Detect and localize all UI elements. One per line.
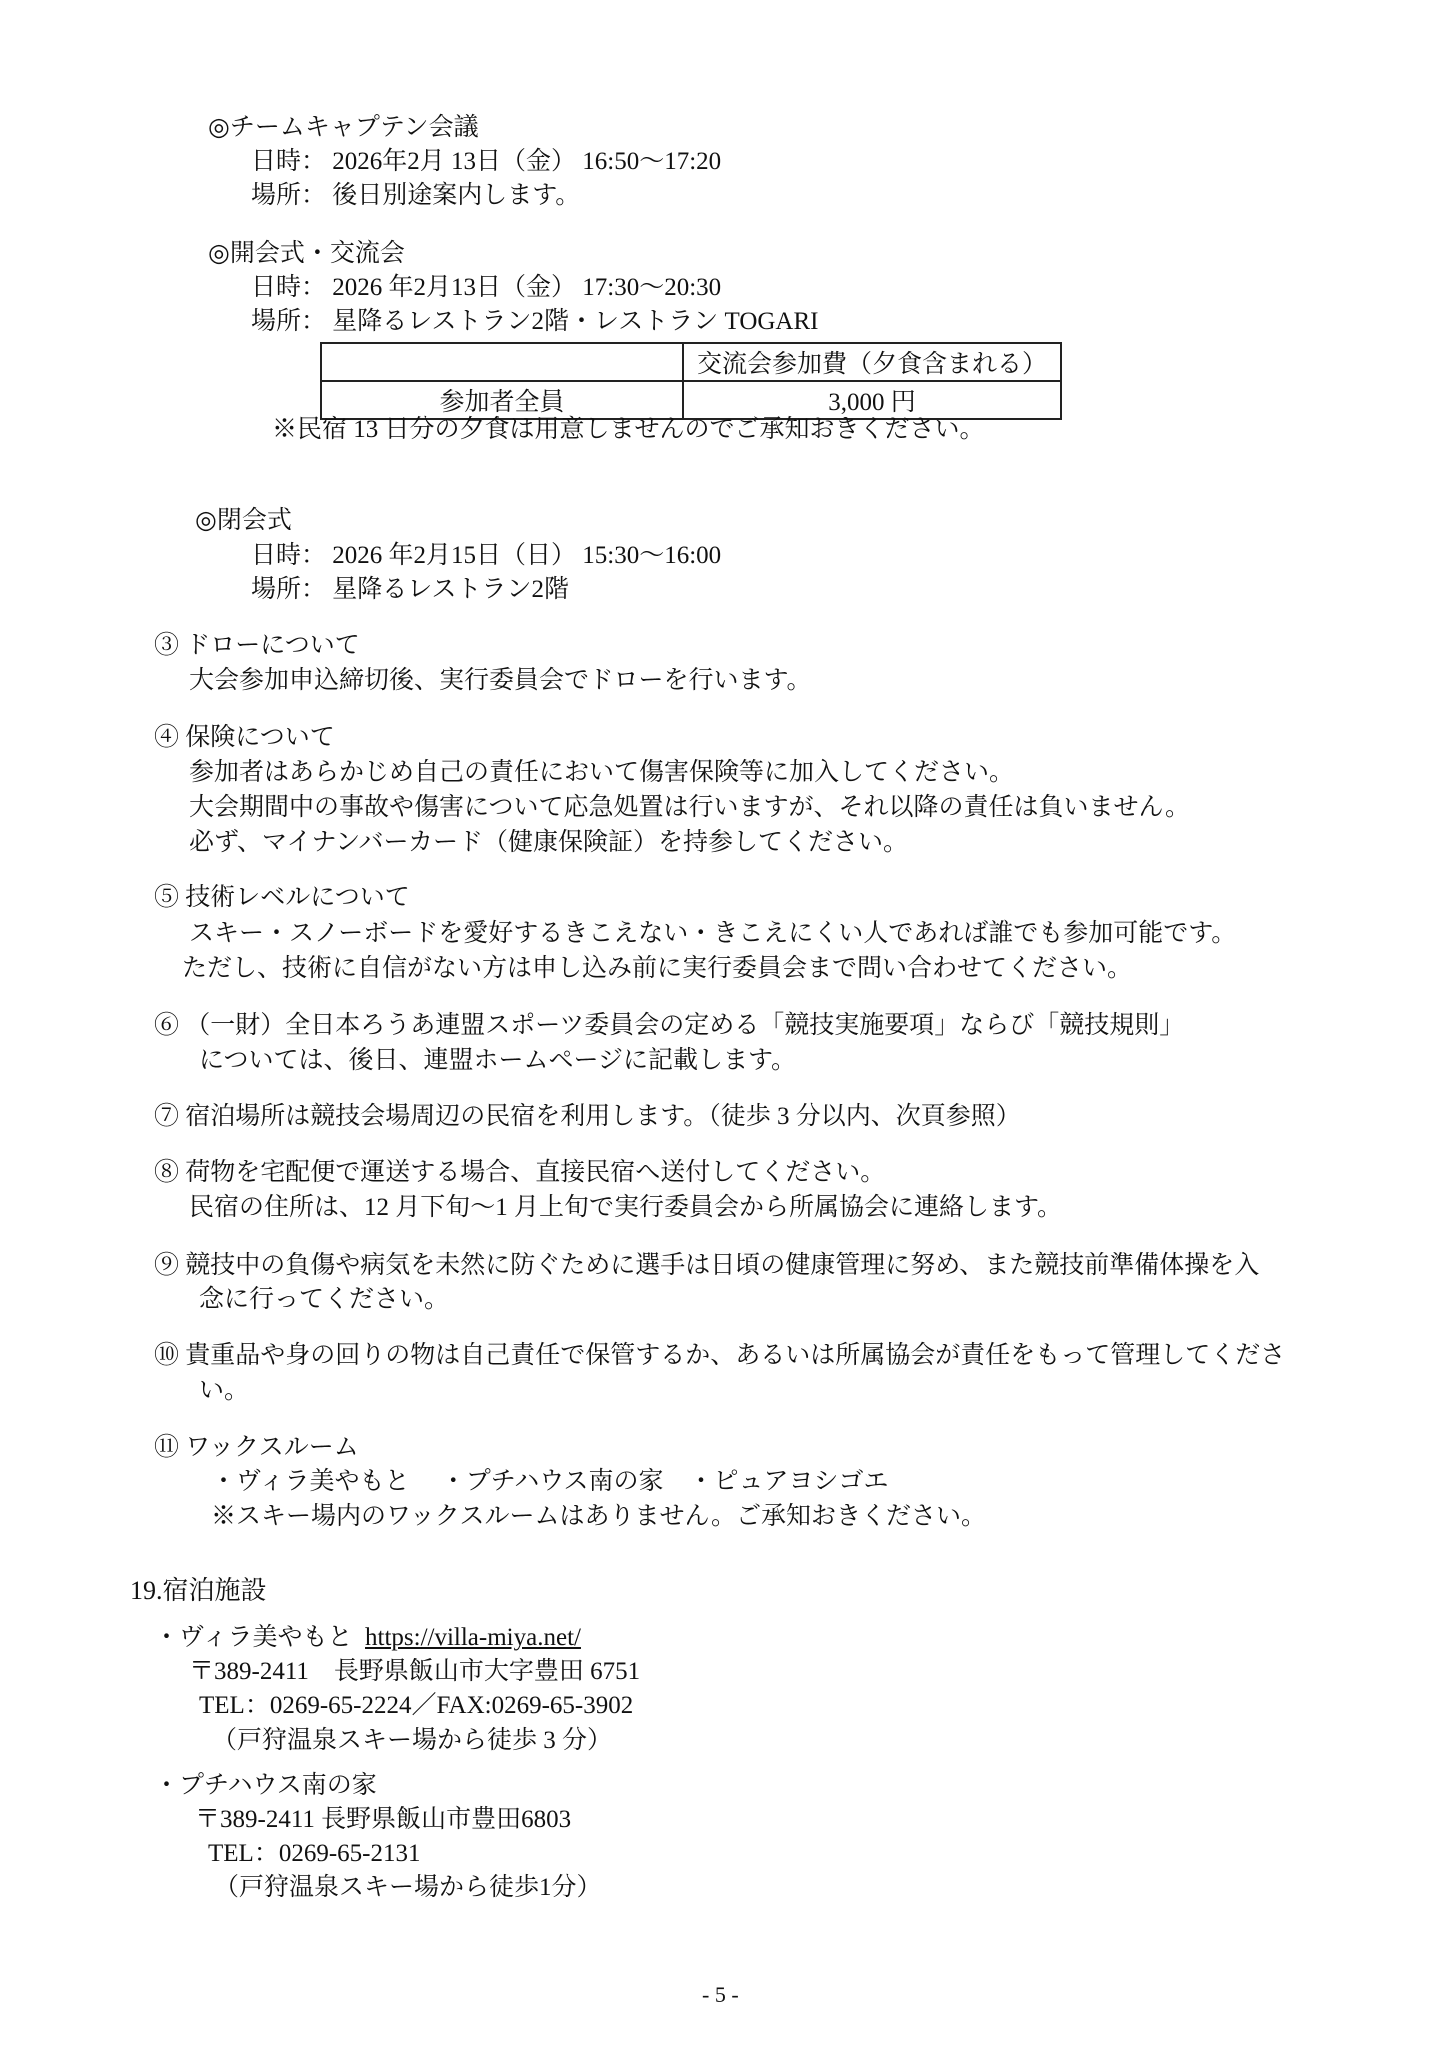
note-item-line: ※スキー場内のワックスルームはありません。ご承知おきください。 bbox=[211, 1503, 987, 1530]
petit-address: 〒389-2411 長野県飯山市豊田6803 bbox=[195, 1806, 572, 1833]
captain-meeting-title: ◎チームキャプテン会議 bbox=[208, 114, 479, 141]
table-header-cell: 交流会参加費（夕食含まれる） bbox=[683, 343, 1061, 381]
table-cell: 3,000 円 bbox=[683, 381, 1061, 419]
note-item-heading: ⑥ （一財）全日本ろうあ連盟スポーツ委員会の定める「競技実施要項」ならび「競技規則」 bbox=[154, 1012, 1185, 1039]
note-item-heading: ⑦ 宿泊場所は競技会場周辺の民宿を利用します。（徒歩 3 分以内、次頁参照） bbox=[154, 1103, 1021, 1130]
note-item-heading: ⑪ ワックスルーム bbox=[154, 1434, 359, 1461]
table-row bbox=[321, 381, 1061, 419]
petit-access: （戸狩温泉スキー場から徒歩1分） bbox=[214, 1874, 602, 1901]
closing-title: ◎閉会式 bbox=[195, 507, 292, 534]
note-item-line: 大会期間中の事故や傷害について応急処置は行いますが、それ以降の責任は負いません。 bbox=[189, 794, 1191, 821]
note-item-line: 大会参加申込締切後、実行委員会でドローを行います。 bbox=[189, 667, 812, 694]
villa-url-link[interactable]: https://villa-miya.net/ bbox=[365, 1624, 581, 1651]
villa-tel: TEL：0269-65-2224／FAX:0269-65-3902 bbox=[199, 1692, 634, 1719]
lodging-title: 19.宿泊施設 bbox=[130, 1576, 267, 1605]
villa-address: 〒389-2411 長野県飯山市大字豊田 6751 bbox=[189, 1658, 641, 1685]
villa-access: （戸狩温泉スキー場から徒歩 3 分） bbox=[212, 1727, 613, 1754]
note-item-line: 必ず、マイナンバーカード（健康保険証）を持参してください。 bbox=[189, 829, 909, 856]
closing-datetime: 日時： 2026 年2月15日（日） 15:30～16:00 bbox=[251, 542, 722, 569]
table-header-row bbox=[321, 343, 1061, 381]
note-item-line: ただし、技術に自信がない方は申し込み前に実行委員会まで問い合わせてください。 bbox=[182, 955, 1133, 982]
note-item-line: 参加者はあらかじめ自己の責任において傷害保険等に加入してください。 bbox=[189, 759, 1015, 786]
note-item-heading: ⑩ 貴重品や身の回りの物は自己責任で保管するか、あるいは所属協会が責任をもって管理してくださ bbox=[154, 1342, 1286, 1369]
note-item-heading: ③ ドローについて bbox=[154, 632, 360, 659]
villa-name: ・ヴィラ美やもと bbox=[154, 1624, 353, 1651]
fee-table bbox=[320, 342, 1062, 420]
opening-datetime: 日時： 2026 年2月13日（金） 17:30～20:30 bbox=[251, 274, 722, 301]
note-item-line: ・ヴィラ美やもと ・プチハウス南の家 ・ピュアヨシゴエ bbox=[211, 1468, 889, 1495]
petit-name: ・プチハウス南の家 bbox=[154, 1772, 377, 1799]
note-item-line: スキー・スノーボードを愛好するきこえない・きこえにくい人であれば誰でも参加可能です。 bbox=[189, 920, 1237, 947]
captain-meeting-datetime: 日時： 2026年2月 13日（金） 16:50～17:20 bbox=[251, 148, 722, 175]
note-item-line: 民宿の住所は、12 月下旬～1 月上旬で実行委員会から所属協会に連絡します。 bbox=[189, 1194, 1063, 1221]
opening-place: 場所： 星降るレストラン2階・レストラン TOGARI bbox=[251, 308, 819, 335]
villa-entry bbox=[154, 1623, 581, 1653]
note-item-line: については、後日、連盟ホームページに記載します。 bbox=[199, 1047, 797, 1074]
note-item-line: い。 bbox=[199, 1377, 250, 1404]
note-item-heading: ④ 保険について bbox=[154, 724, 335, 751]
captain-meeting-place: 場所： 後日別途案内します。 bbox=[251, 182, 581, 209]
opening-title: ◎開会式・交流会 bbox=[208, 240, 405, 267]
table-header-cell bbox=[321, 343, 683, 381]
closing-place: 場所： 星降るレストラン2階 bbox=[251, 576, 570, 603]
petit-tel: TEL：0269-65-2131 bbox=[208, 1840, 421, 1867]
note-item-line: 念に行ってください。 bbox=[199, 1286, 450, 1313]
note-item-heading: ⑤ 技術レベルについて bbox=[154, 884, 410, 911]
note-item-heading: ⑨ 競技中の負傷や病気を未然に防ぐために選手は日頃の健康管理に努め、また競技前準備体操を入 bbox=[154, 1252, 1260, 1279]
dinner-note: ※民宿 13 日分の夕食は用意しませんのでご承知おきください。 bbox=[272, 416, 985, 443]
page-number: - 5 - bbox=[702, 1982, 739, 2007]
note-item-heading: ⑧ 荷物を宅配便で運送する場合、直接民宿へ送付してください。 bbox=[154, 1159, 886, 1186]
table-cell: 参加者全員 bbox=[321, 381, 683, 419]
